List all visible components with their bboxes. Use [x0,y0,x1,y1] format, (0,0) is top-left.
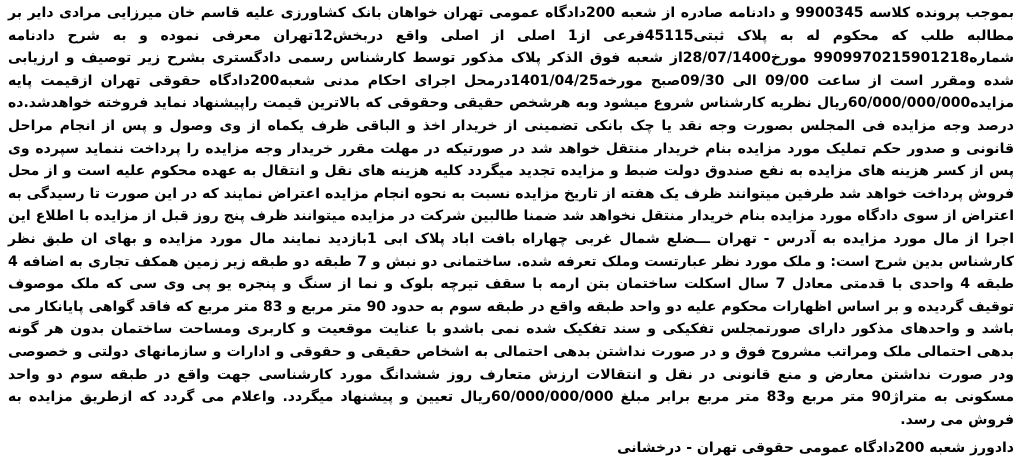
notice-body: بموجب پرونده کلاسه 9900345 و دادنامه صادره از شعبه 200دادگاه عمومی تهران خواهان بانک کشاورزی علیه قاسم خان میرزایی مرادی دایر بر مطالبه طلب که محکوم له به پلاک ثبتی45115فرعی از1 اصلی از اصلی واقع دربخش12تهران معرفی نموده و به شرح دادنامه شماره9909970215901218 مورخ28/07/1400از شعبه فوق الذکر پلاک مذکور توسط کارشناس رسمی دادگستری بشرح زیر توصیف و ارزیابی شده ومقرر است از ساعت 09/00 الی 09/30صبح مورخه1401/04/25درمحل اجرای احکام مدنی شعبه200دادگاه حقوقی تهران ازقیمت پایه مزایده60/000/000/000ریال نظریه کارشناس شروع میشود وبه هرشخص حقیقی وحقوقی که بالاترین قیمت راپیشنهاد نماید فروخته خواهدشد.ده درصد وجه مزایده فی المجلس بصورت وجه نقد یا چک بانکی تضمینی از خریدار اخذ و الباقی ظرف یکماه از وی وصول و پس از انجام مراحل قانونی و صدور حکم تملیک مورد مزایده بنام خریدار منتقل خواهد شد در صورتیکه در مهلت مقرر خریدار وجه مزایده را پرداخت ننماید سپرده وی پس از کسر هزینه های مزایده به نفع صندوق دولت ضبط و مزایده تجدید میگردد کلیه هزینه های نقل و انتقال به عهده محکوم علیه است و از محل فروش پرداخت خواهد شد طرفین میتوانند ظرف یک هفته از تاریخ مزایده نسبت به نحوه انجام مزایده اعتراض نمایند که در این صورت تا رسیدگی به اعتراض از سوی دادگاه مورد مزایده بنام خریدار منتقل نخواهد شد ضمنا طالبین شرکت در مزایده میتوانند ظرف پنج روز قبل از مزایده با اطلاع این اجرا از مال مورد مزایده به آدرس - تهران ـــضلع شمال غربی چهاراه بافت اباد پلاک ابی 1بازدید نمایند مال مورد مزایده و بهای ان طبق نظر کارشناس بدین شرح است: و ملک مورد نظر عبارتست وملک تعرفه شده. ساختمانی دو نبش و 7 طبقه دو طبقه زیر زمین همکف تجاری به اضافه 4 طبقه 4 واحدی با قدمتی معادل 7 سال اسکلت ساختمان بتن ارمه با سقف تیرچه بلوک و نما از سنگ و پنجره یو پی وی سی که ملک موصوف توقیف گردیده و بر اساس اظهارات محکوم علیه دو واحد طبقه واقع در طبقه سوم به حدود 90 متر مربع و 83 متر مربع که فاقد گواهی پایانکار می باشد و واحدهای مذکور دارای صورتمجلس تفکیکی و سند تفکیک شده نمی باشدو با عنایت موقعیت و کاربری ومساحت ساختمان بدون هر گونه بدهی احتمالی ملک ومراتب مشروح فوق و در صورت نداشتن بدهی احتمالی به اشخاص حقیقی و حقوقی و ادارات و سازمانهای دولتی و خصوصی ودر صورت نداشتن معارض و منع قانونی در نقل و انتقالات ارزش متعارف روز ششدانگ مورد کارشناسی جهت واقع در طبقه سوم دو واحد مسکونی به متراژ90 متر مربع و83 متر مربع برابر مبلغ 60/000/000/000ریال تعیین و پیشنهاد میگردد. واعلام می گردد که ازطریق مزایده به فروش می رسد. [8,5,1015,428]
auction-notice [6,2,1018,467]
notice-signature: دادورز شعبه 200دادگاه عمومی حقوقی تهران - درخشانی [617,440,1014,457]
